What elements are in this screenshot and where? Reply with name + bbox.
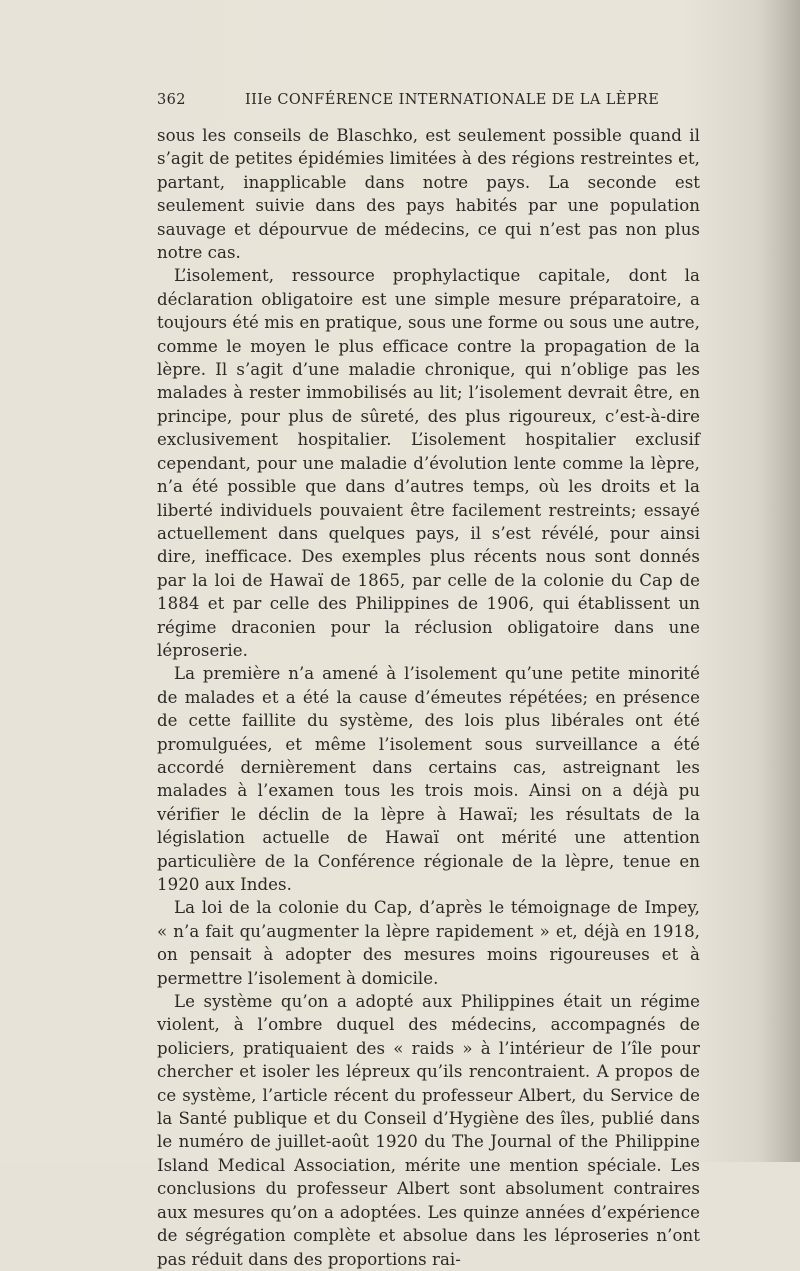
spine-shadow: [760, 0, 800, 1162]
paragraph-4: La loi de la colonie du Cap, d’après le témoignage de Impey, « n’a fait qu’augmenter la lèpre rapidement » et, déjà en 1918, on pensait à adopter des mesures moins rigoureuses et à permettre l’isolement à domicile.: [157, 898, 700, 988]
paragraph-1: sous les conseils de Blaschko, est seulement possible quand il s’agit de petites épidémies limitées à des régions restreintes et, partant, inapplicable dans notre pays. La seconde est seulement suivie dans des pays habités par une population sauvage et dépourvue de médecins, ce qui n’est pas non plus notre cas.: [157, 126, 700, 263]
paragraph-3: La première n’a amené à l’isolement qu’une petite minorité de malades et a été la cause d’émeutes répétées; en présence de cette faillite du système, des lois plus libérales ont été promulguées, et même l’isolement sous surveillance a été accordé dernièrement dans certains cas, astreignant les malades à l’examen tous les trois mois. Ainsi on a déjà pu vérifier le déclin de la lèpre à Hawaï; les résultats de la législation actuelle de Hawaï ont mérité une attention particulière de la Conférence régionale de la lèpre, tenue en 1920 aux Indes.: [157, 664, 700, 894]
paragraph-5: Le système qu’on a adopté aux Philippines était un régime violent, à l’ombre duquel des médecins, accompagnés de policiers, pratiquaient des « raids » à l’intérieur de l’île pour chercher et isoler les lépreux qu’ils rencontraient. A propos de ce système, l’article récent du professeur Albert, du Service de la Santé publique et du Conseil d’Hygiène des îles, publié dans le numéro de juillet-août 1920 du The Journal of the Philippine Island Medical Association, mérite une mention spéciale. Les conclusions du professeur Albert sont absolument contraires aux mesures qu’on a adoptées. Les quinze années d’expérience de ségrégation complète et absolue dans les léproseries n’ont pas réduit dans des proportions rai-: [157, 992, 700, 1269]
paragraph-2: L’isolement, ressource prophylactique capitale, dont la déclaration obligatoire est une simple mesure préparatoire, a toujours été mis en pratique, sous une forme ou sous une autre, comme le moyen le plus efficace contre la propagation de la lèpre. Il s’agit d’une maladie chronique, qui n’oblige pas les malades à rester immobilisés au lit; l’isolement devrait être, en principe, pour plus de sûreté, des plus rigoureux, c’est-à-dire exclusivement hospitalier. L’isolement hospitalier exclusif cependant, pour une maladie d’évolution lente comme la lèpre, n’a été possible que dans d’autres temps, où les droits et la liberté individuels pouvaient être facilement restreints; essayé actuellement dans quelques pays, il s’est révélé, pour ainsi dire, inefficace. Des exemples plus récents nous sont donnés par la loi de Hawaï de 1865, par celle de la colonie du Cap de 1884 et par celle des Philippines de 1906, qui établissent un régime draconien pour la réclusion obligatoire dans une léproserie.: [157, 266, 700, 660]
page-header: [157, 92, 702, 114]
running-title: IIIe CONFÉRENCE INTERNATIONALE DE LA LÈPRE: [245, 92, 660, 108]
body-text: [157, 124, 700, 1271]
page-number: 362: [157, 92, 186, 108]
